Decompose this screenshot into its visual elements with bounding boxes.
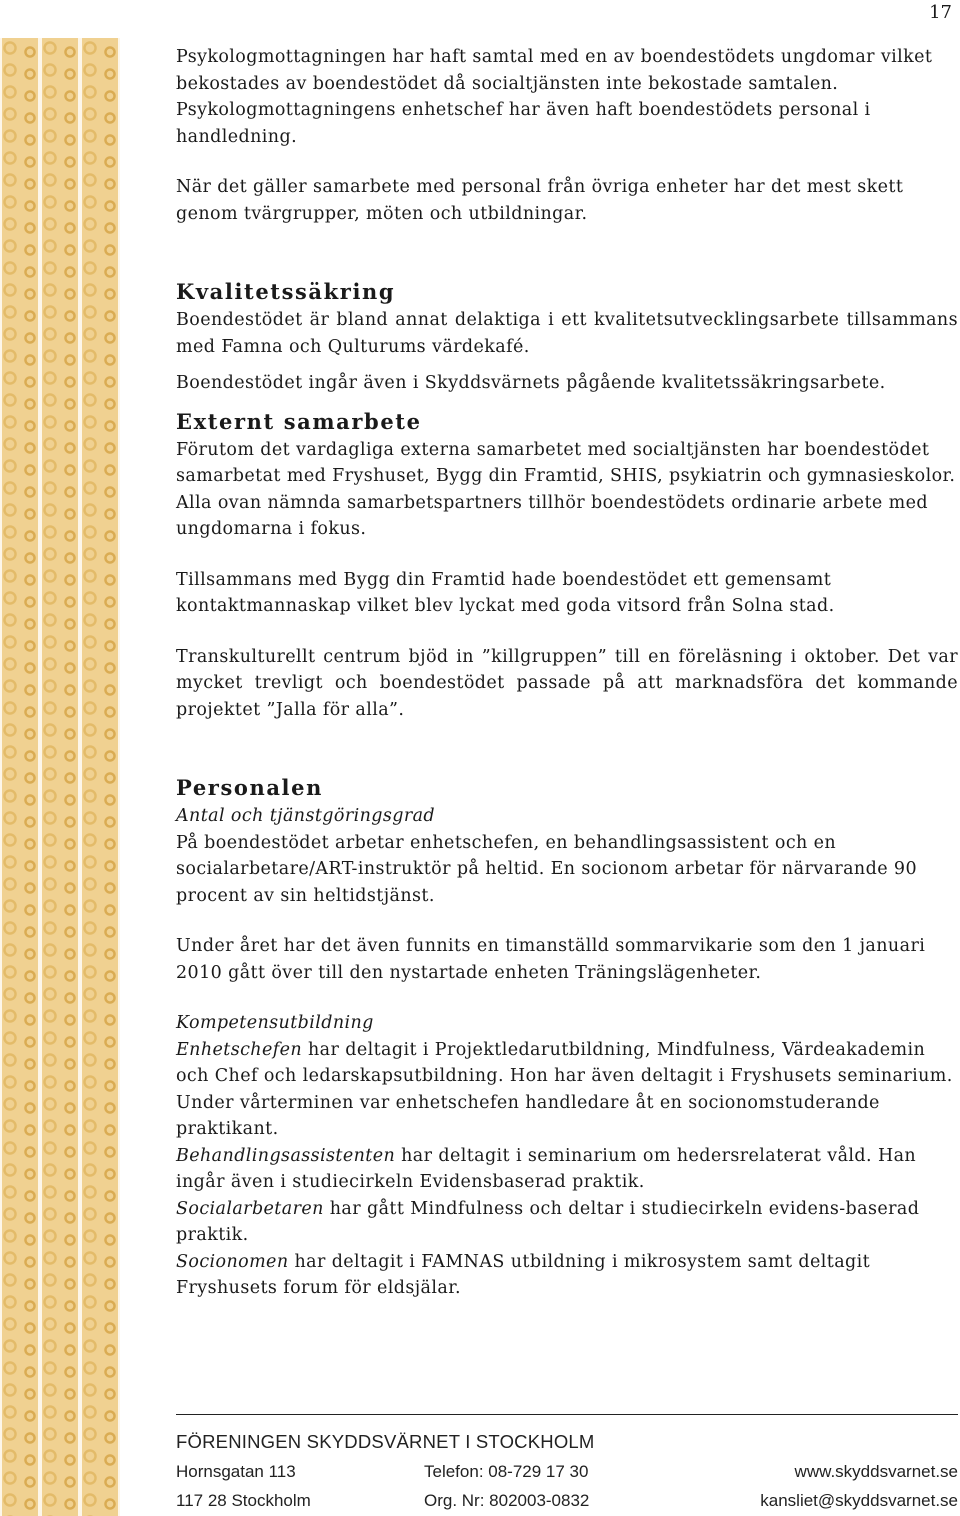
page-number: 17: [929, 2, 952, 23]
heading-kvalitetssakring: Kvalitetssäkring: [176, 279, 396, 304]
paragraph: När det gäller samarbete med personal från övriga enheter har det mest skett genom tvärgrupper, möten och utbildningar.: [176, 177, 904, 224]
role-text: har deltagit i seminarium om hedersrelaterat våld. Han ingår även i studiecirkeln Evidensbaserad praktik.: [176, 1145, 917, 1192]
paragraph: På boendestödet arbetar enhetschefen, en behandlingsassistent och en socialarbetare/ART-instruktör på heltid. En socionom arbetar för närvarande 90 procent av sin heltidstjänst.: [176, 832, 917, 906]
role-paragraph: [176, 1249, 958, 1302]
footer-orgnr: Org. Nr: 802003-0832: [424, 1491, 590, 1510]
footer-row: [176, 1491, 958, 1511]
decorative-border: [0, 38, 120, 1516]
role-paragraph: [176, 1037, 958, 1143]
paragraph: Under året har det även funnits en timanställd sommarvikarie som den 1 januari 2010 gått över till den nystartade enheten Träningslägenheter.: [176, 936, 926, 983]
paragraph: Psykologmottagningen har haft samtal med en av boendestödets ungdomar vilket bekostades av boendestödet då socialtjänsten inte bekostade samtalen. Psykologmottagningens enhetschef har även haft boendestödets personal i handledning.: [176, 47, 933, 147]
footer-address: Hornsgatan 113: [176, 1462, 296, 1481]
page-footer: [176, 1414, 958, 1511]
role-name: Socionomen: [176, 1251, 289, 1272]
paragraph: Boendestödet ingår även i Skyddsvärnets pågående kvalitetssäkringsarbete.: [176, 373, 886, 393]
role-name: Behandlingsassistenten: [176, 1145, 396, 1166]
footer-phone: Telefon: 08-729 17 30: [424, 1462, 589, 1481]
heading-personalen: Personalen: [176, 775, 323, 800]
subheading: Kompetensutbildning: [176, 1013, 374, 1033]
paragraph: Förutom det vardagliga externa samarbetet med socialtjänsten har boendestödet samarbetat med Fryshuset, Bygg din Framtid, SHIS, psykiatrin och gymnasieskolor. Alla ovan nämnda samarbetspartners tillhör boendestödets ordinarie arbete med ungdomarna i fokus.: [176, 439, 956, 539]
role-text: har deltagit i FAMNAS utbildning i mikrosystem samt deltagit Fryshusets forum för eldsjälar.: [176, 1251, 871, 1298]
role-paragraph: [176, 1196, 958, 1249]
paragraph: Transkulturellt centrum bjöd in ”killgruppen” till en föreläsning i oktober. Det var mycket trevligt och boendestödet passade på att marknadsföra det kommande projektet ”Jalla för alla”.: [176, 646, 958, 720]
footer-web-link[interactable]: www.skyddsvarnet.se: [794, 1462, 958, 1481]
footer-email-link[interactable]: kansliet@skyddsvarnet.se: [760, 1491, 958, 1510]
role-text: har deltagit i Projektledarutbildning, Mindfulness, Värdeakademin och Chef och ledarskapsutbildning. Hon har även deltagit i Fryshusets seminarium. Under vårterminen var enhetschefen handledare åt en socionomstuderande praktikant.: [176, 1039, 953, 1139]
paragraph: Boendestödet är bland annat delaktiga i ett kvalitetsutvecklingsarbete tillsammans med Famna och Qulturums värdekafé.: [176, 310, 958, 357]
role-paragraph: [176, 1143, 958, 1196]
heading-externt-samarbete: Externt samarbete: [176, 408, 422, 434]
role-name: Enhetschefen: [176, 1039, 303, 1060]
subheading: Antal och tjänstgöringsgrad: [176, 806, 436, 826]
main-content: [176, 44, 958, 1302]
footer-postal: 117 28 Stockholm: [176, 1491, 311, 1510]
role-name: Socialarbetaren: [176, 1198, 324, 1219]
footer-org-name: FÖRENINGEN SKYDDSVÄRNET I STOCKHOLM: [176, 1431, 595, 1452]
paragraph: Tillsammans med Bygg din Framtid hade boendestödet ett gemensamt kontaktmannaskap vilket blev lyckat med goda vitsord från Solna stad.: [176, 569, 835, 616]
role-text: har gått Mindfulness och deltar i studiecirkeln evidens-baserad praktik.: [176, 1198, 920, 1245]
footer-row: [176, 1462, 958, 1482]
